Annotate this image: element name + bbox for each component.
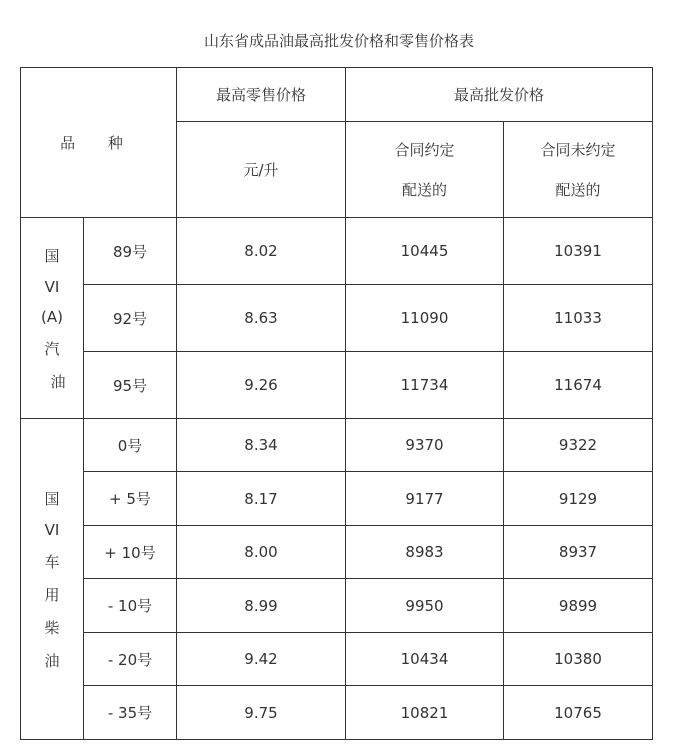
group-diesel-char: 车 [44,552,60,571]
contract-cell: 9950 [346,579,504,633]
grade-cell: 0号 [84,419,177,472]
header-contract-line1: 合同约定 [394,140,455,159]
group-diesel-char: 用 [44,585,60,604]
grade-cell: - 20号 [84,633,177,686]
header-contract-line2: 配送的 [401,180,447,199]
table-row [21,633,653,686]
header-no-contract-line1: 合同未约定 [540,140,616,159]
table-row [21,686,653,740]
retail-cell: 8.02 [177,218,346,285]
no-contract-cell: 9899 [504,579,653,633]
grade-cell: 89号 [84,218,177,285]
group-diesel-char: 油 [44,651,60,670]
retail-cell: 8.34 [177,419,346,472]
table-row [21,526,653,579]
header-contract [346,122,504,218]
group-diesel-char: 柴 [44,618,60,637]
header-wholesale: 最高批发价格 [346,68,653,122]
group-gasoline-char: 油 [50,372,66,391]
retail-cell: 9.26 [177,352,346,419]
contract-cell: 8983 [346,526,504,579]
price-table [20,67,653,740]
table-row [21,579,653,633]
page-title: 山东省成品油最高批发价格和零售价格表 [203,32,474,50]
group-gasoline-char: VI [44,277,60,296]
no-contract-cell: 11674 [504,352,653,419]
grade-cell: + 5号 [84,472,177,526]
contract-cell: 9177 [346,472,504,526]
no-contract-cell: 10765 [504,686,653,740]
no-contract-cell: 9129 [504,472,653,526]
group-diesel-char: 国 [44,489,60,508]
retail-cell: 8.17 [177,472,346,526]
retail-cell: 8.00 [177,526,346,579]
group-gasoline-char: (A) [41,307,63,326]
no-contract-cell: 10391 [504,218,653,285]
retail-cell: 9.75 [177,686,346,740]
grade-cell: - 35号 [84,686,177,740]
no-contract-cell: 9322 [504,419,653,472]
grade-cell: 95号 [84,352,177,419]
grade-cell: - 10号 [84,579,177,633]
retail-cell: 8.63 [177,285,346,352]
grade-cell: + 10号 [84,526,177,579]
contract-cell: 11734 [346,352,504,419]
group-diesel [21,419,84,740]
table-row [21,419,653,472]
header-no-contract-line2: 配送的 [555,180,601,199]
header-retail: 最高零售价格 [177,68,346,122]
table-row [21,352,653,419]
retail-cell: 8.99 [177,579,346,633]
contract-cell: 9370 [346,419,504,472]
group-diesel-char: VI [44,520,60,539]
grade-cell: 92号 [84,285,177,352]
header-unit: 元/升 [177,122,346,218]
retail-cell: 9.42 [177,633,346,686]
contract-cell: 10434 [346,633,504,686]
header-variety: 品 种 [21,68,177,218]
group-gasoline-char: 汽 [44,339,60,358]
contract-cell: 10821 [346,686,504,740]
table-row [21,218,653,285]
table-row [21,472,653,526]
group-gasoline-char: 国 [44,246,60,265]
header-no-contract [504,122,653,218]
contract-cell: 11090 [346,285,504,352]
contract-cell: 10445 [346,218,504,285]
no-contract-cell: 10380 [504,633,653,686]
no-contract-cell: 8937 [504,526,653,579]
table-row [21,285,653,352]
no-contract-cell: 11033 [504,285,653,352]
group-gasoline [21,218,84,419]
